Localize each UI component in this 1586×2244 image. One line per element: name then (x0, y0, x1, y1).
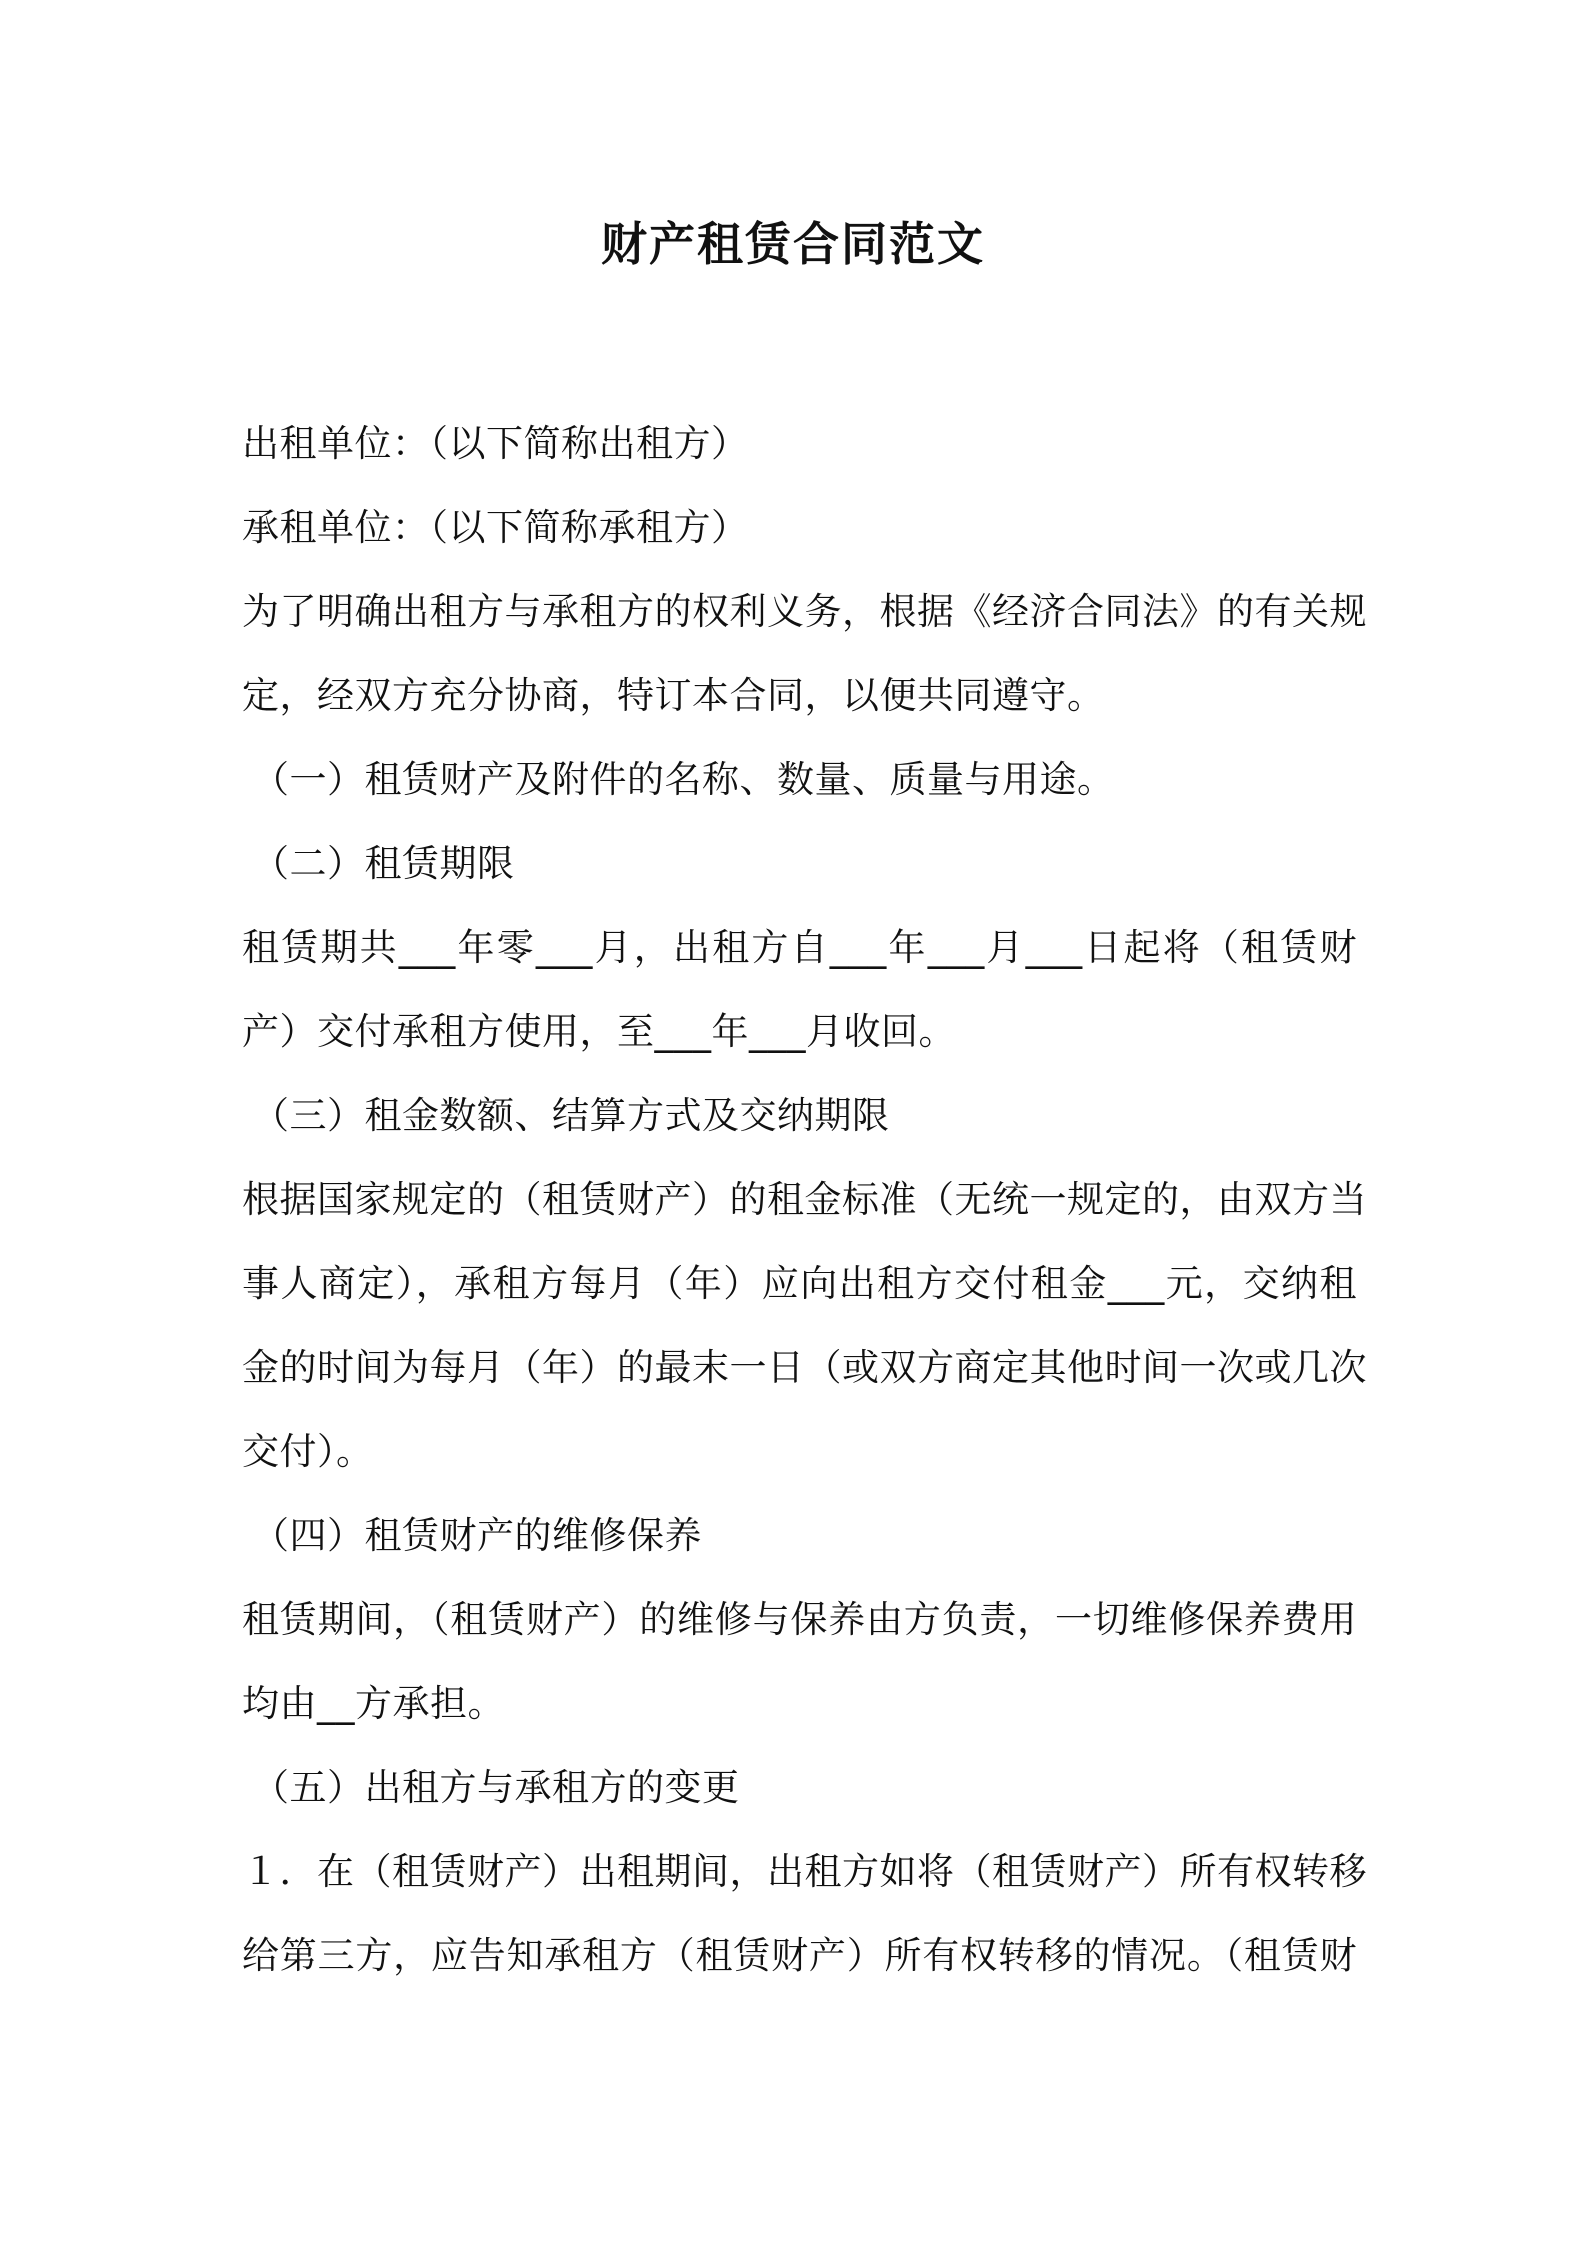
section-heading: （三）租金数额、结算方式及交纳期限 (252, 1094, 890, 1137)
paragraph-line: 交付）。 (242, 1430, 374, 1473)
paragraph-line: 根据国家规定的（租赁财产）的租金标准（无统一规定的，由双方当 (242, 1178, 1367, 1221)
document-title: 财产租赁合同范文 (601, 217, 985, 271)
paragraph-line: 事人商定），承租方每月（年）应向出租方交付租金___元，交纳租 (242, 1262, 1357, 1305)
paragraph-line: 定，经双方充分协商，特订本合同，以便共同遵守。 (242, 674, 1105, 717)
paragraph-line: 租赁期间，（租赁财产）的维修与保养由方负责，一切维修保养费用 (242, 1598, 1357, 1641)
lessor-line: 出租单位：（以下简称出租方） (242, 422, 749, 465)
paragraph-line: 金的时间为每月（年）的最末一日（或双方商定其他时间一次或几次 (242, 1346, 1367, 1389)
section-heading: （四）租赁财产的维修保养 (252, 1514, 702, 1557)
paragraph-line: 租赁期共___年零___月，出租方自___年___月___日起将（租赁财 (242, 926, 1357, 969)
paragraph-line: 产）交付承租方使用，至___年___月收回。 (242, 1010, 956, 1053)
numbered-clause-line: １．在（租赁财产）出租期间，出租方如将（租赁财产）所有权转移 (242, 1850, 1367, 1893)
document-body (242, 402, 1367, 1998)
section-heading: （五）出租方与承租方的变更 (252, 1766, 740, 1809)
paragraph-line: 为了明确出租方与承租方的权利义务，根据《经济合同法》的有关规 (242, 590, 1367, 633)
section-heading: （一）租赁财产及附件的名称、数量、质量与用途。 (252, 758, 1115, 801)
paragraph-line: 均由__方承担。 (242, 1682, 505, 1725)
section-heading: （二）租赁期限 (252, 842, 515, 885)
lessee-line: 承租单位：（以下简称承租方） (242, 506, 749, 549)
paragraph-line: 给第三方，应告知承租方（租赁财产）所有权转移的情况。（租赁财 (242, 1934, 1357, 1977)
